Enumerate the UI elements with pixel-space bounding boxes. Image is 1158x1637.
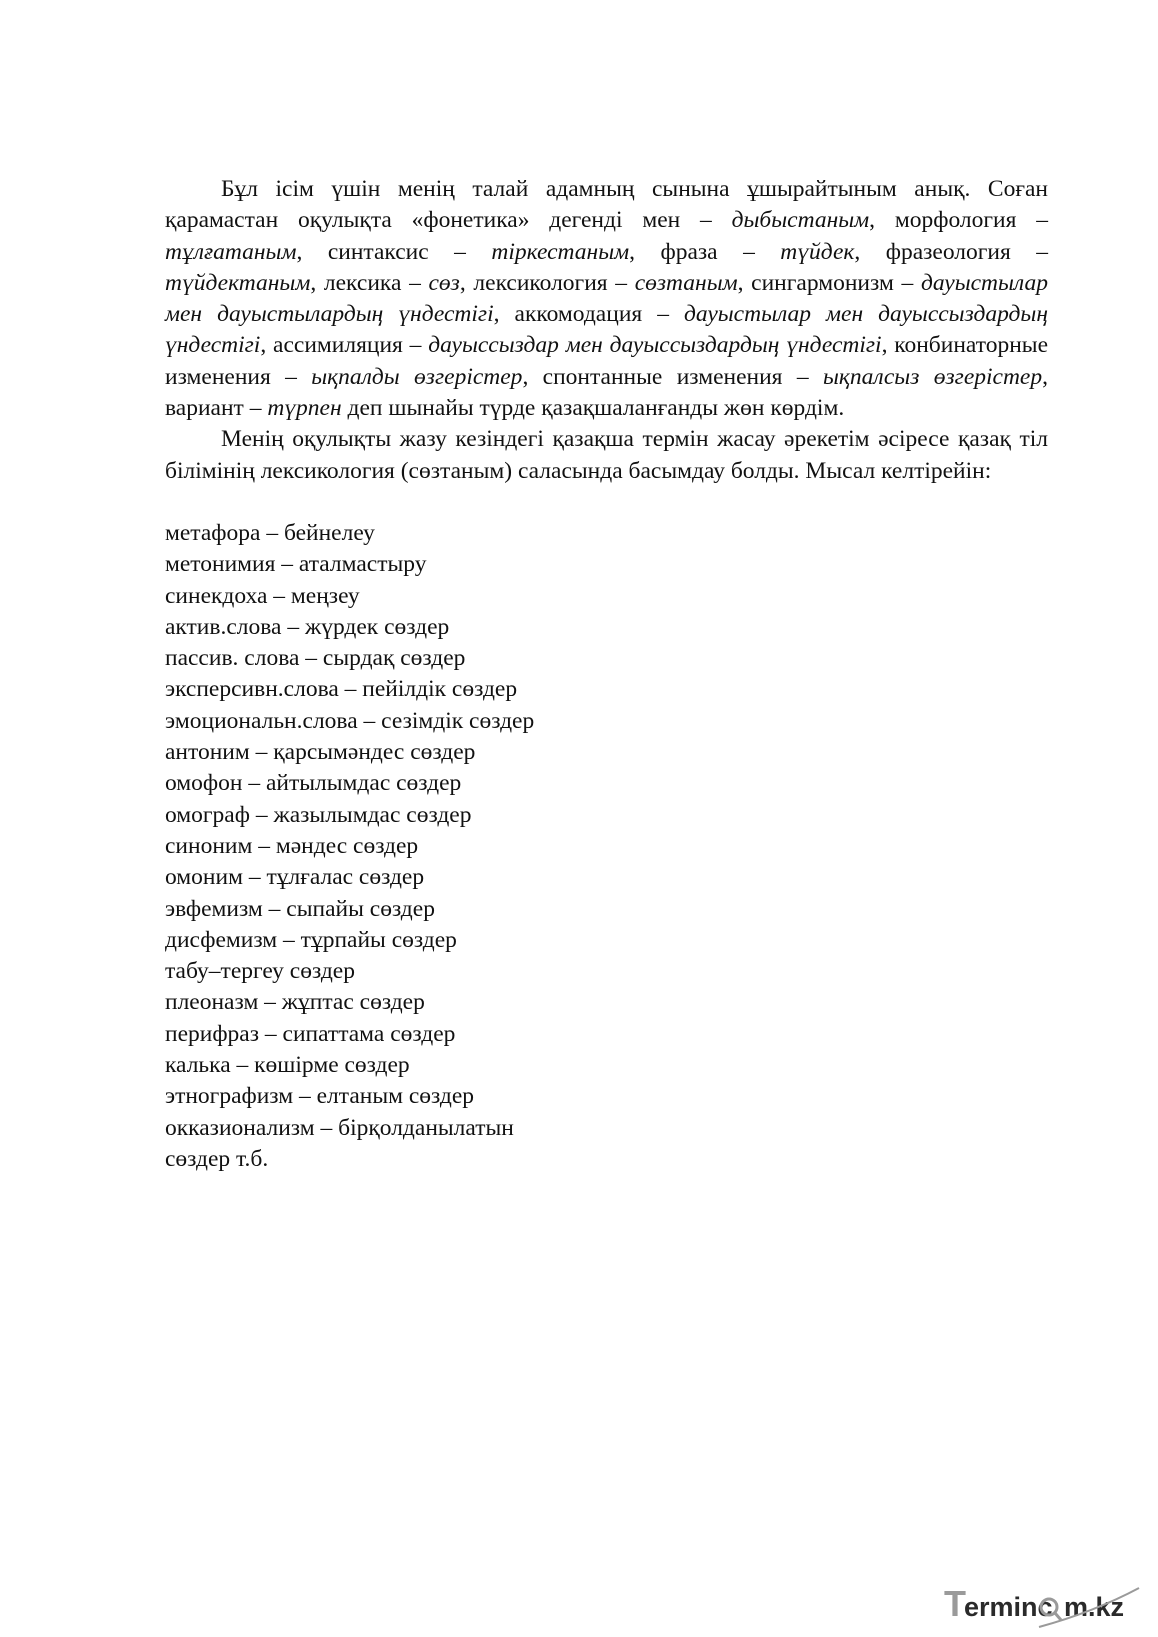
italic-term: сөз bbox=[428, 269, 460, 296]
paragraph-1 bbox=[165, 174, 1048, 424]
term-list-item: перифраз – сипаттама сөздер bbox=[165, 1020, 456, 1047]
termincom-logo bbox=[944, 1582, 1144, 1628]
document-body bbox=[165, 174, 1048, 1175]
italic-term: сөзтаным bbox=[634, 269, 738, 296]
term-list-item: калька – көшірме сөздер bbox=[165, 1052, 410, 1079]
term-list-item: синекдоха – меңзеу bbox=[165, 582, 360, 609]
text-run: , лексика – bbox=[310, 269, 429, 296]
italic-term: дауыстылар мен дауыстылардың үндестігі bbox=[165, 269, 1048, 328]
term-list-item: эксперсивн.слова – пейілдік сөздер bbox=[165, 676, 518, 703]
italic-term: ықпалды өзгерістер bbox=[311, 363, 523, 390]
italic-term: түрпен bbox=[267, 395, 342, 422]
term-list-item: эвфемизм – сыпайы сөздер bbox=[165, 895, 435, 922]
term-list-item: антоним – қарсымәндес сөздер bbox=[165, 739, 476, 766]
italic-term: тіркестаным bbox=[491, 238, 630, 265]
term-list bbox=[165, 518, 1048, 1175]
text-run: , вариант – bbox=[165, 363, 1048, 422]
term-list-item: актив.слова – жүрдек сөздер bbox=[165, 613, 450, 640]
term-list-item: омограф – жазылымдас сөздер bbox=[165, 801, 472, 828]
italic-term: дауыстылар мен дауыссыздардың үндестігі bbox=[165, 301, 1048, 359]
term-list-item: табу–тергеу сөздер bbox=[165, 958, 355, 985]
text-run: деп шынайы түрде қазақшаланғанды жөн көрдім. bbox=[341, 395, 845, 422]
term-list-item: окказионализм – бірқолданылатын сөздер т.б. bbox=[165, 1114, 514, 1172]
text-run: , ассимиляция – bbox=[260, 332, 429, 359]
text-run: , фраза – bbox=[629, 238, 781, 265]
term-list-item: плеоназм – жұптас сөздер bbox=[165, 989, 425, 1016]
text-run: Менің оқулықты жазу кезіндегі қазақша термін жасау әрекетім әсіресе қазақ тіл білімінің лексикология (сөзтаным) саласында басымдау болды. Мысал келтірейін: bbox=[165, 426, 1048, 484]
paragraph-2 bbox=[165, 424, 1048, 487]
text-run: , конбинаторные изменения – bbox=[165, 332, 1048, 390]
text-run: , аккомодация – bbox=[493, 301, 684, 328]
term-list-item: омофон – айтылымдас сөздер bbox=[165, 770, 462, 797]
term-list-item: пассив. слова – сырдақ сөздер bbox=[165, 645, 466, 672]
text-run: , фразеология – bbox=[854, 238, 1048, 265]
text-run: , лексикология – bbox=[459, 269, 635, 296]
term-list-item: омоним – тұлғалас сөздер bbox=[165, 864, 425, 891]
text-run: Бұл ісім үшін менің талай адамның сынына ұшырайтыным анық. Соған қарамастан оқулықта «фонетика» дегенді мен – bbox=[165, 176, 1048, 234]
italic-term: тұлғатаным bbox=[165, 238, 297, 265]
italic-term: ықпалсыз өзгерістер bbox=[822, 363, 1043, 390]
term-list-item: метонимия – аталмастыру bbox=[165, 551, 427, 578]
italic-term: дауыссыздар мен дауыссыздардың үндестігі bbox=[428, 332, 882, 359]
text-run: , синтаксис – bbox=[296, 238, 492, 265]
logo-text-part1: erminc bbox=[964, 1592, 1053, 1622]
term-list-item: этнографизм – елтаным сөздер bbox=[165, 1083, 475, 1110]
text-run: , морфология – bbox=[869, 207, 1048, 234]
term-list-item: синоним – мәндес сөздер bbox=[165, 832, 419, 859]
term-list-item: метафора – бейнелеу bbox=[165, 519, 375, 546]
term-list-item: дисфемизм – тұрпайы сөздер bbox=[165, 926, 457, 953]
text-run: , спонтанные изменения – bbox=[522, 363, 823, 390]
term-list-item: эмоциональн.слова – сезімдік сөздер bbox=[165, 707, 535, 734]
italic-term: дыбыстаным bbox=[731, 207, 870, 234]
logo-text-part2: m.kz bbox=[1064, 1592, 1125, 1622]
text-run: , сингармонизм – bbox=[737, 269, 921, 296]
logo-letter-t: T bbox=[944, 1583, 966, 1624]
italic-term: түйдек bbox=[780, 238, 855, 265]
italic-term: түйдектаным bbox=[165, 269, 311, 296]
